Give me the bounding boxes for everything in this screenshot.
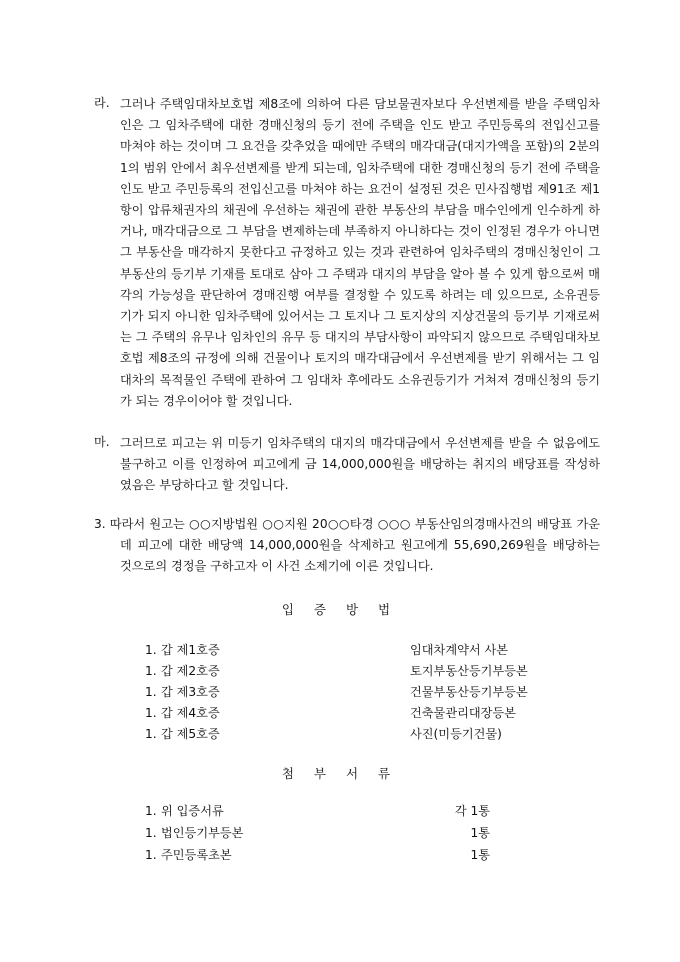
- list-number: 1.: [145, 664, 157, 678]
- evidence-item: 갑 제4호증: [161, 706, 220, 720]
- evidence-description: 사진(미등기건물): [410, 727, 502, 741]
- evidence-item: 갑 제5호증: [161, 727, 220, 741]
- list-number: 1.: [145, 826, 157, 840]
- attachment-row: [0, 845, 680, 865]
- evidence-row: [0, 703, 680, 723]
- evidence-row: [0, 724, 680, 744]
- evidence-row: [0, 682, 680, 702]
- list-number: 1.: [145, 848, 157, 862]
- evidence-description: 건축물관리대장등본: [410, 706, 516, 720]
- list-number: 1.: [145, 685, 157, 699]
- evidence-description: 건물부동산등기부등본: [410, 685, 528, 699]
- attachment-row: [0, 801, 680, 821]
- paragraph-text: 그러나 주택임대차보호법 제8조에 의하여 다른 담보물권자보다 우선변제를 받을 주택임차인은 그 임차주택에 대한 경매신청의 등기 전에 주택을 인도 받고 주민등록의 전입신고를 마쳐야 하는 것이며 그 요건을 갖추었을 때에만 주택의 매각대금(대지가액을 포함)의 2분의 1의 범위 안에서 최우선변제를 받게 되는데, 임차주택에 대한 경매신청의 등기 전에 주택을 인도 받고 주민등록의 전입신고를 마쳐야 하는 요건이 설정된 것은 민사집행법 제91조 제1항이 압류채권자의 채권에 우선하는 채권에 관한 부동산의 부담을 매수인에게 인수하게 하거나, 매각대금으로 그 부담을 변제하는데 부족하지 아니하다는 것이 인정된 경우가 아니면 그 부동산을 매각하지 못한다고 규정하고 있는 것과 관련하여 임차주택의 경매신청인이 그 부동산의 등기부 기재를 토대로 삼아 그 주택과 대지의 부담을 알아 볼 수 있게 함으로써 매각의 가능성을 판단하여 경매진행 여부를 결정할 수 있도록 하려는 데 있으므로, 소유권등기가 되지 아니한 임차주택에 있어서는 그 토지나 그 토지상의 지상건물의 등기부 기재로써는 그 주택의 유무나 임차인의 유무 등 대지의 부담사항이 파악되지 않으므로 주택임대차보호법 제8조의 규정에 의해 건물이나 토지의 매각대금에서 우선변제를 받기 위해서는 그 임대차의 목적물인 주택에 관하여 그 임대차 후에라도 소유권등기가 거쳐져 경매신청의 등기가 되는 경우이어야 할 것입니다.: [120, 97, 600, 408]
- list-number: 1.: [145, 706, 157, 720]
- evidence-description: 토지부동산등기부등본: [410, 664, 528, 678]
- attachment-count: 1통: [470, 826, 490, 840]
- evidence-item: 갑 제3호증: [161, 685, 220, 699]
- list-number: 1.: [145, 643, 157, 657]
- list-number: 1.: [145, 727, 157, 741]
- paragraph-ma: [94, 433, 600, 497]
- attachment-item: 위 입증서류: [161, 804, 224, 818]
- paragraph-3: [94, 514, 600, 578]
- evidence-row: [0, 640, 680, 660]
- list-number: 1.: [145, 804, 157, 818]
- attachment-item: 법인등기부등본: [161, 826, 244, 840]
- evidence-item: 갑 제1호증: [161, 643, 220, 657]
- evidence-row: [0, 661, 680, 681]
- paragraph-text: 3. 따라서 원고는 ○○지방법원 ○○지원 20○○타경 ○○○ 부동산임의경매사건의 배당표 가운데 피고에 대한 배당액 14,000,000원을 삭제하고 원고에게 55,690,269원을 배당하는 것으로의 경정을 구하고자 이 사건 소제기에 이른 것입니다.: [94, 517, 600, 574]
- paragraph-text: 그러므로 피고는 위 미등기 임차주택의 대지의 매각대금에서 우선변제를 받을 수 없음에도 불구하고 이를 인정하여 피고에게 금 14,000,000원을 배당하는 취지의 배당표를 작성하였음은 부당하다고 할 것입니다.: [120, 436, 600, 493]
- paragraph-marker: 마.: [94, 435, 110, 449]
- attachments-section-title: 첨 부 서 류: [281, 766, 399, 781]
- evidence-item: 갑 제2호증: [161, 664, 220, 678]
- evidence-description: 임대차계약서 사본: [410, 643, 509, 657]
- attachment-row: [0, 823, 680, 843]
- paragraph-marker: 라.: [94, 96, 110, 110]
- attachment-item: 주민등록초본: [161, 848, 232, 862]
- attachment-count: 1통: [470, 848, 490, 862]
- paragraph-ra: [94, 94, 600, 412]
- attachment-count: 각 1통: [454, 804, 490, 818]
- evidence-section-title: 입 증 방 법: [281, 602, 399, 617]
